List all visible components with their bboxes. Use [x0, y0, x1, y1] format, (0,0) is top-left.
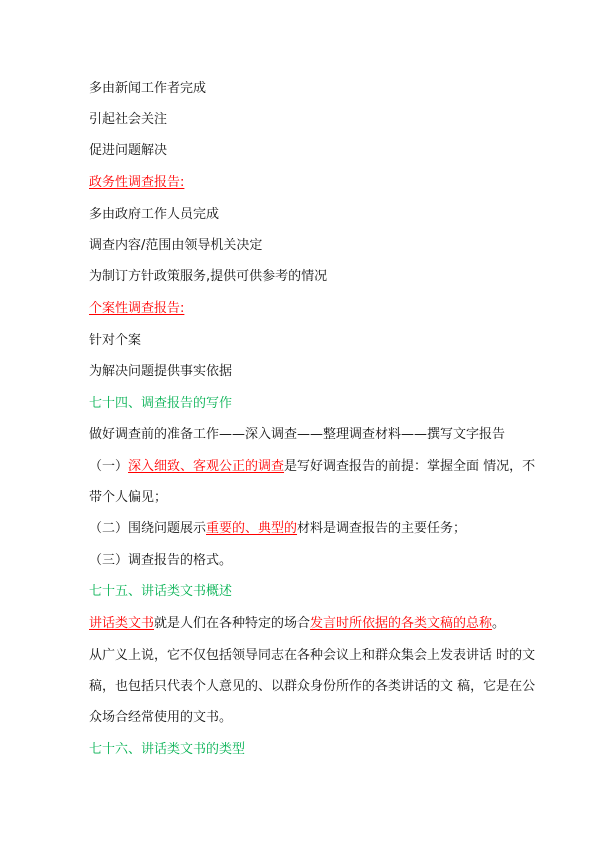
text-line: 做好调查前的准备工作——深入调查——整理调查材料——撰写文字报告 [89, 427, 506, 442]
text-line: 从广义上说，它不仅包括领导同志在各种会议上和群众集会上发表讲话 时的文 [89, 648, 536, 663]
highlight-span: 发言时所依据的各类文稿的总称 [310, 616, 493, 631]
text-line: 促进问题解决 [89, 143, 168, 158]
text-line: 调查内容/范围由领导机关决定 [89, 238, 263, 253]
text-line-item-1 [89, 459, 535, 475]
highlight-span: 深入细致、客观公正的调查 [128, 459, 285, 474]
text-line-item-3: （三）调查报告的格式。 [89, 553, 233, 568]
text-line: 为制订方针政策服务,提供可供参考的情况 [89, 269, 328, 284]
text-span: 是写好调查报告的前提：掌握全面 情况，不 [284, 459, 536, 474]
highlight-span: 讲话类文书 [89, 616, 155, 631]
text-line: 众场合经常使用的文书。 [89, 710, 233, 725]
text-line: 多由新闻工作者完成 [89, 81, 207, 96]
text-line: 带个人偏见； [89, 490, 168, 505]
heading-75: 七十五、讲话类文书概述 [89, 584, 233, 599]
text-line: 针对个案 [89, 333, 142, 348]
text-span: 材料是调查报告的主要任务； [297, 521, 467, 536]
text-line-item-2 [89, 521, 466, 537]
text-line: 多由政府工作人员完成 [89, 207, 220, 222]
heading-74: 七十四、调查报告的写作 [89, 396, 233, 411]
section-label-case-report: 个案性调查报告: [89, 301, 185, 316]
text-line: 引起社会关注 [89, 112, 168, 127]
text-span: （二）围绕问题展示 [89, 521, 207, 536]
text-span: （一） [89, 459, 129, 474]
section-label-government-report: 政务性调查报告: [89, 175, 185, 190]
text-span: 就是人们在各种特定的场合 [154, 616, 311, 631]
definition-line [89, 616, 505, 632]
text-span: 。 [492, 616, 506, 631]
text-line: 为解决问题提供事实依据 [89, 364, 233, 379]
highlight-span: 重要的、典型的 [206, 521, 298, 536]
text-line: 稿，也包括只代表个人意见的、以群众身份所作的各类讲话的文 稿，它是在公 [89, 679, 536, 694]
heading-76: 七十六、讲话类文书的类型 [89, 742, 246, 757]
